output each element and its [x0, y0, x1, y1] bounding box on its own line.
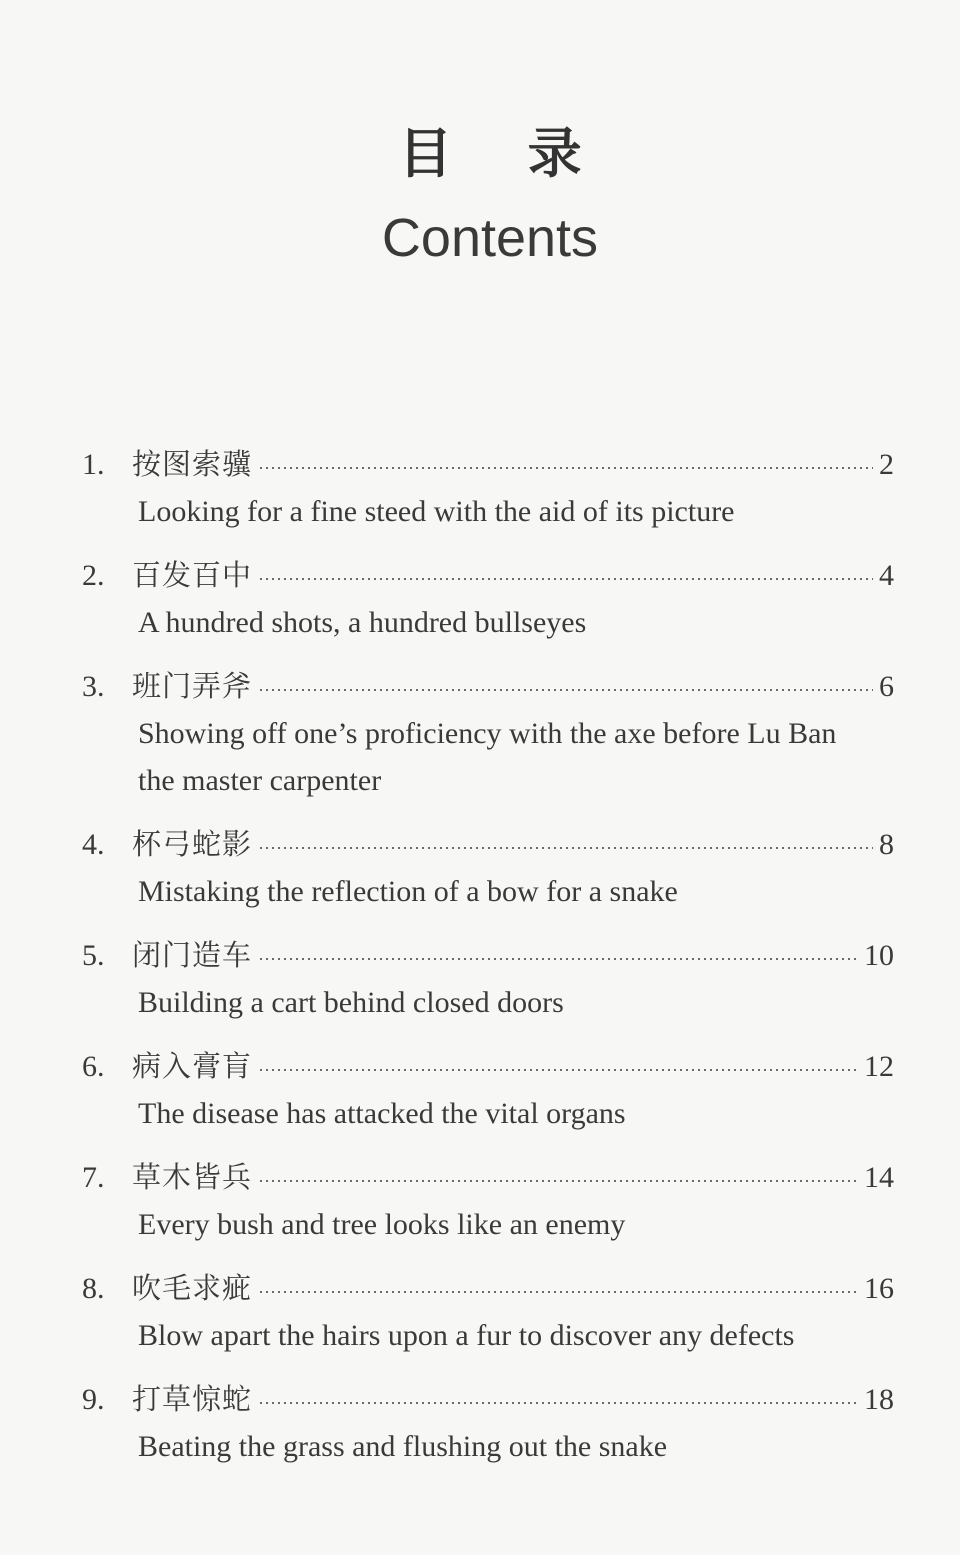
- entry-chinese-title: 草木皆兵: [132, 1160, 253, 1194]
- toc-entry-line: [82, 931, 894, 979]
- toc-entry-line: [82, 1264, 894, 1312]
- toc-entry-line: [82, 820, 894, 868]
- entry-page-number: 18: [864, 1383, 894, 1416]
- entry-number: 7.: [82, 1161, 105, 1194]
- entry-page-number: 10: [864, 939, 894, 972]
- entry-number: 6.: [82, 1050, 105, 1083]
- entry-english-title: Blow apart the hairs upon a fur to discover any defects: [138, 1319, 795, 1352]
- entry-chinese-title: 百发百中: [132, 558, 253, 592]
- toc-entry-line: [82, 440, 894, 488]
- dot-leader: [258, 467, 873, 469]
- toc-entry-line: [82, 1375, 894, 1423]
- toc-entry[interactable]: [82, 1042, 894, 1137]
- entry-page-number: 2: [879, 448, 894, 481]
- dot-leader: [258, 578, 873, 580]
- toc-entry-line: [82, 1042, 894, 1090]
- dot-leader: [258, 847, 873, 849]
- entry-page-number: 14: [864, 1161, 894, 1194]
- entry-english-title: Looking for a fine steed with the aid of its picture: [138, 495, 735, 528]
- toc-entry-line: [82, 1153, 894, 1201]
- dot-leader: [258, 1291, 858, 1293]
- entry-english-title: The disease has attacked the vital organs: [138, 1097, 626, 1130]
- entry-chinese-title: 闭门造车: [132, 938, 253, 972]
- entry-page-number: 4: [879, 559, 894, 592]
- entry-number: 3.: [82, 670, 105, 703]
- entry-number: 4.: [82, 828, 105, 861]
- entry-english-title: Every bush and tree looks like an enemy: [138, 1208, 626, 1241]
- dot-leader: [258, 958, 858, 960]
- toc-entry[interactable]: [82, 662, 894, 804]
- entry-english-title: Building a cart behind closed doors: [138, 986, 564, 1019]
- table-of-contents: [82, 440, 894, 1470]
- entry-page-number: 8: [879, 828, 894, 861]
- toc-entry[interactable]: [82, 820, 894, 915]
- dot-leader: [258, 1180, 858, 1182]
- entry-page-number: 16: [864, 1272, 894, 1305]
- toc-entry[interactable]: [82, 931, 894, 1026]
- entry-chinese-title: 杯弓蛇影: [132, 827, 253, 861]
- toc-entry[interactable]: [82, 551, 894, 646]
- entry-number: 2.: [82, 559, 105, 592]
- entry-chinese-title: 按图索骥: [132, 447, 253, 481]
- toc-entry[interactable]: [82, 1153, 894, 1248]
- entry-number: 9.: [82, 1383, 105, 1416]
- contents-title-chinese: 目 录: [398, 122, 582, 185]
- entry-chinese-title: 病入膏肓: [132, 1049, 253, 1083]
- entry-page-number: 12: [864, 1050, 894, 1083]
- entry-english-title: Beating the grass and flushing out the snake: [138, 1430, 668, 1463]
- entry-chinese-title: 吹毛求疵: [132, 1271, 253, 1305]
- toc-entry[interactable]: [82, 1264, 894, 1359]
- entry-chinese-title: 班门弄斧: [132, 669, 253, 703]
- dot-leader: [258, 1402, 858, 1404]
- toc-entry-line: [82, 662, 894, 710]
- toc-entry[interactable]: [82, 1375, 894, 1470]
- entry-number: 1.: [82, 448, 105, 481]
- entry-page-number: 6: [879, 670, 894, 703]
- entry-number: 5.: [82, 939, 105, 972]
- entry-number: 8.: [82, 1272, 105, 1305]
- entry-english-title: Mistaking the reflection of a bow for a snake: [138, 875, 678, 908]
- dot-leader: [258, 1069, 858, 1071]
- entry-english-title: Showing off one’s proficiency with the axe before Lu Ban the master carpenter: [138, 717, 837, 797]
- entry-chinese-title: 打草惊蛇: [132, 1382, 253, 1416]
- entry-english-title: A hundred shots, a hundred bullseyes: [138, 606, 587, 639]
- contents-title-english: Contents: [381, 208, 599, 268]
- toc-entry[interactable]: [82, 440, 894, 535]
- toc-entry-line: [82, 551, 894, 599]
- dot-leader: [258, 689, 873, 691]
